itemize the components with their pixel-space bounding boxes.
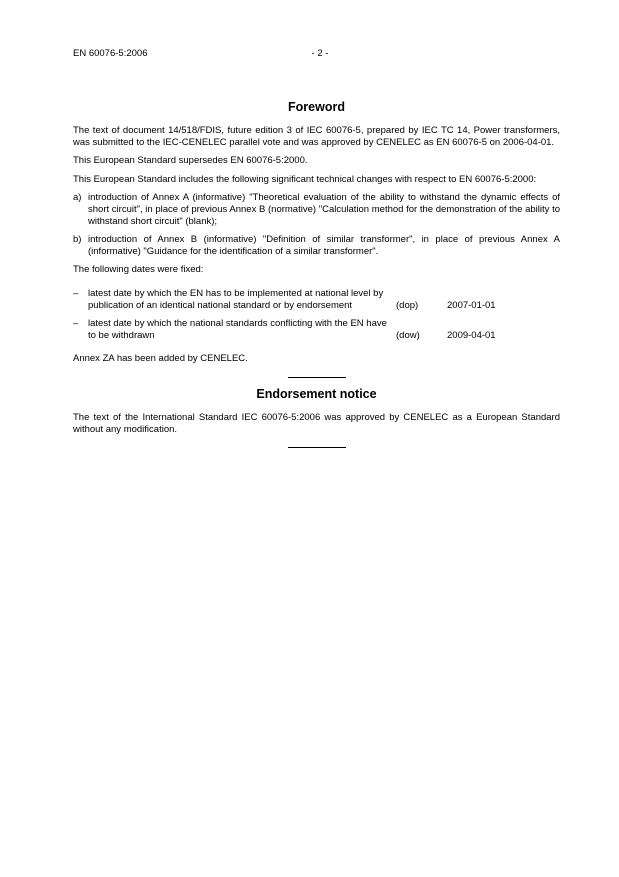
- dates-list: [73, 288, 560, 341]
- change-text: introduction of Annex B (informative) "Definition of similar transformer", in place of previous Annex A (informative) "Guidance for the identification of a similar transformer".: [88, 234, 560, 257]
- date-marker: –: [73, 287, 79, 299]
- date-description: latest date by which the EN has to be implemented at national level by publication of an identical national standard or by endorsement: [88, 287, 384, 311]
- date-code: (dop): [396, 299, 419, 311]
- date-marker: –: [73, 318, 79, 330]
- date-value: 2009-04-01: [447, 329, 496, 341]
- foreword-paragraph-3: This European Standard includes the following significant technical changes with respect to EN 60076-5:2000:: [73, 173, 537, 185]
- date-item: [73, 288, 560, 311]
- section-divider: [288, 377, 346, 378]
- date-code: (dow): [396, 329, 420, 341]
- document-id: EN 60076-5:2006: [73, 48, 148, 59]
- date-value: 2007-01-01: [447, 299, 496, 311]
- change-marker: a): [73, 192, 82, 204]
- section-divider: [288, 447, 346, 448]
- change-item: [73, 234, 560, 257]
- foreword-paragraph-1: The text of document 14/518/FDIS, future edition 3 of IEC 60076-5, prepared by IEC TC 14, Power transformers, was submitted to the IEC-CENELEC parallel vote and was approved by CENELEC as EN 60076-5 on 2006-04-01.: [73, 125, 560, 148]
- dates-intro: The following dates were fixed:: [73, 264, 204, 276]
- endorsement-title: Endorsement notice: [256, 386, 377, 401]
- foreword-title: Foreword: [288, 100, 345, 114]
- page-number: - 2 -: [311, 48, 329, 59]
- date-description: latest date by which the national standards conflicting with the EN have to be withdrawn: [88, 318, 387, 341]
- endorsement-text: The text of the International Standard IEC 60076-5:2006 was approved by CENELEC as a European Standard without any modification.: [73, 411, 560, 435]
- date-item: [73, 318, 560, 341]
- change-item: [73, 192, 560, 227]
- annex-note: Annex ZA has been added by CENELEC.: [73, 353, 248, 365]
- foreword-paragraph-2: This European Standard supersedes EN 60076-5:2000.: [73, 155, 308, 167]
- change-text: introduction of Annex A (informative) "Theoretical evaluation of the ability to withstand the dynamic effects of short circuit", in place of previous Annex B (normative) "Calculation method for the demonstration of the ability to withstand short circuit" (blank);: [88, 192, 560, 227]
- page-content: [73, 100, 560, 457]
- change-marker: b): [73, 234, 82, 246]
